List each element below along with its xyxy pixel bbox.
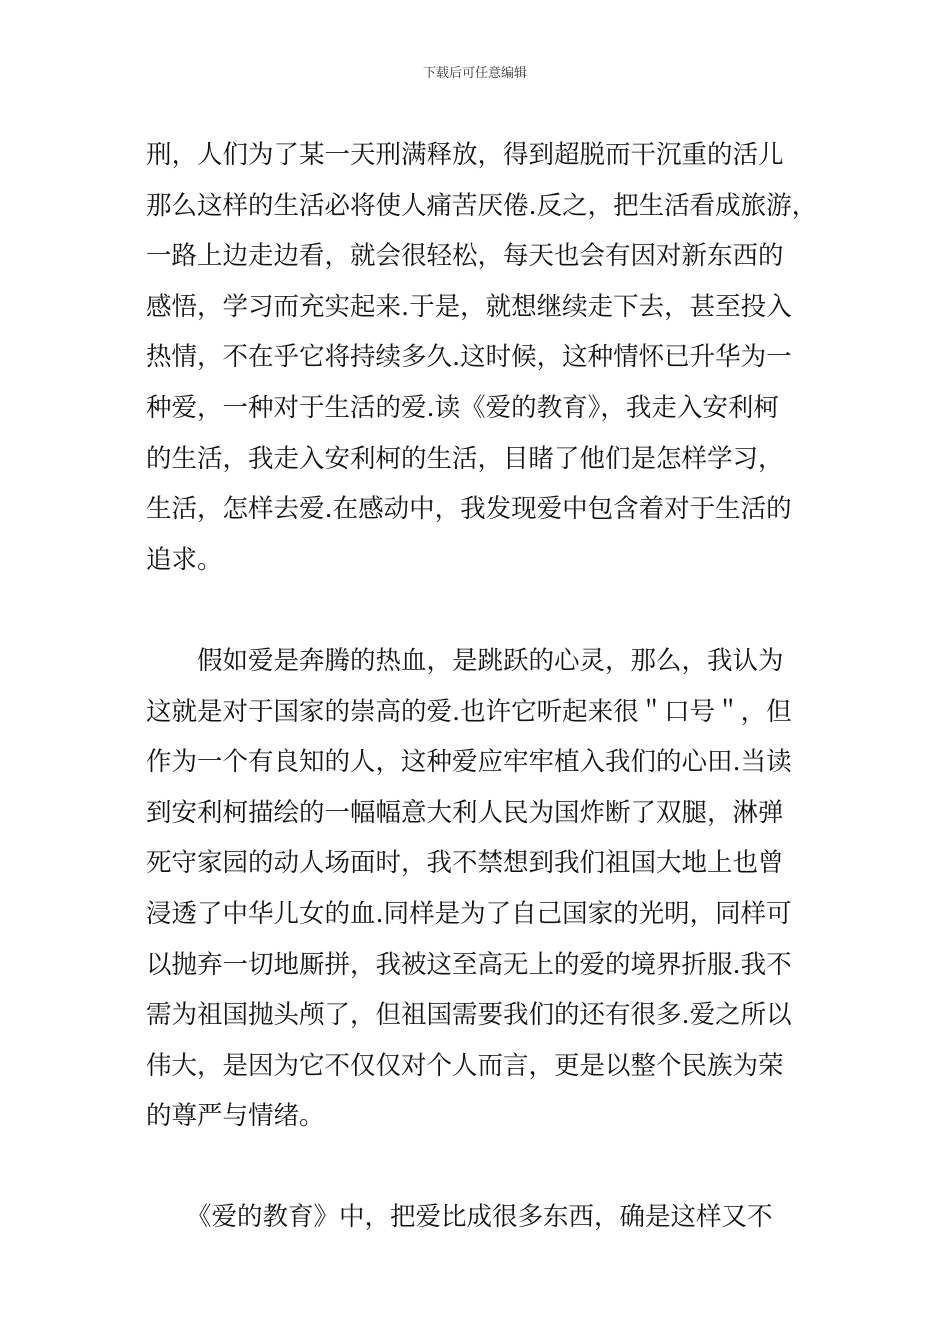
text-line: 需为祖国抛头颅了，但祖国需要我们的还有很多.爱之所以 bbox=[146, 1000, 792, 1031]
text-line: 热情，不在乎它将持续多久.这时候，这种情怀已升华为一 bbox=[146, 342, 792, 373]
text-line: 假如爱是奔腾的热血，是跳跃的心灵，那么，我认为 bbox=[197, 645, 784, 676]
text-line: 浸透了中华儿女的血.同样是为了自己国家的光明，同样可 bbox=[146, 898, 792, 929]
text-line: 伟大，是因为它不仅仅对个人而言，更是以整个民族为荣 bbox=[146, 1050, 784, 1081]
text-line: 的尊严与情绪。 bbox=[146, 1101, 325, 1132]
text-line: 作为一个有良知的人，这种爱应牢牢植入我们的心田.当读 bbox=[146, 747, 792, 778]
document-body bbox=[146, 130, 818, 1243]
text-line: 那么这样的生活必将使人痛苦厌倦.反之，把生活看成旅游， bbox=[146, 190, 818, 221]
text-line: 这就是对于国家的崇高的爱.也许它听起来很＂口号＂，但 bbox=[146, 696, 792, 727]
paragraph-2 bbox=[146, 636, 814, 1142]
text-line: 一路上边走边看，就会很轻松，每天也会有因对新东西的 bbox=[146, 241, 784, 272]
paragraph-gap bbox=[146, 585, 814, 636]
text-line: 种爱，一种对于生活的爱.读《爱的教育》，我走入安利柯 bbox=[146, 392, 779, 423]
text-line: 死守家园的动人场面时，我不禁想到我们祖国大地上也曾 bbox=[146, 848, 784, 879]
paragraph-3 bbox=[146, 1192, 814, 1243]
page-header: 下载后可任意编辑 bbox=[422, 66, 527, 81]
text-line: 《爱的教育》中，把爱比成很多东西，确是这样又不 bbox=[186, 1202, 773, 1233]
text-line: 的生活，我走入安利柯的生活，目睹了他们是怎样学习， bbox=[146, 443, 784, 474]
text-line: 到安利柯描绘的一幅幅意大利人民为国炸断了双腿，淋弹 bbox=[146, 797, 784, 828]
text-line: 刑，人们为了某一天刑满释放，得到超脱而干沉重的活儿 bbox=[146, 140, 784, 170]
text-line: 以抛弃一切地厮拼，我被这至高无上的爱的境界折服.我不 bbox=[146, 949, 792, 980]
text-line: 生活，怎样去爱.在感动中，我发现爱中包含着对于生活的 bbox=[146, 494, 792, 525]
text-line: 感悟，学习而充实起来.于是，就想继续走下去，甚至投入 bbox=[146, 291, 792, 322]
paragraph-1 bbox=[146, 130, 818, 585]
text-line: 追求。 bbox=[146, 544, 223, 575]
paragraph-gap bbox=[146, 1142, 814, 1193]
